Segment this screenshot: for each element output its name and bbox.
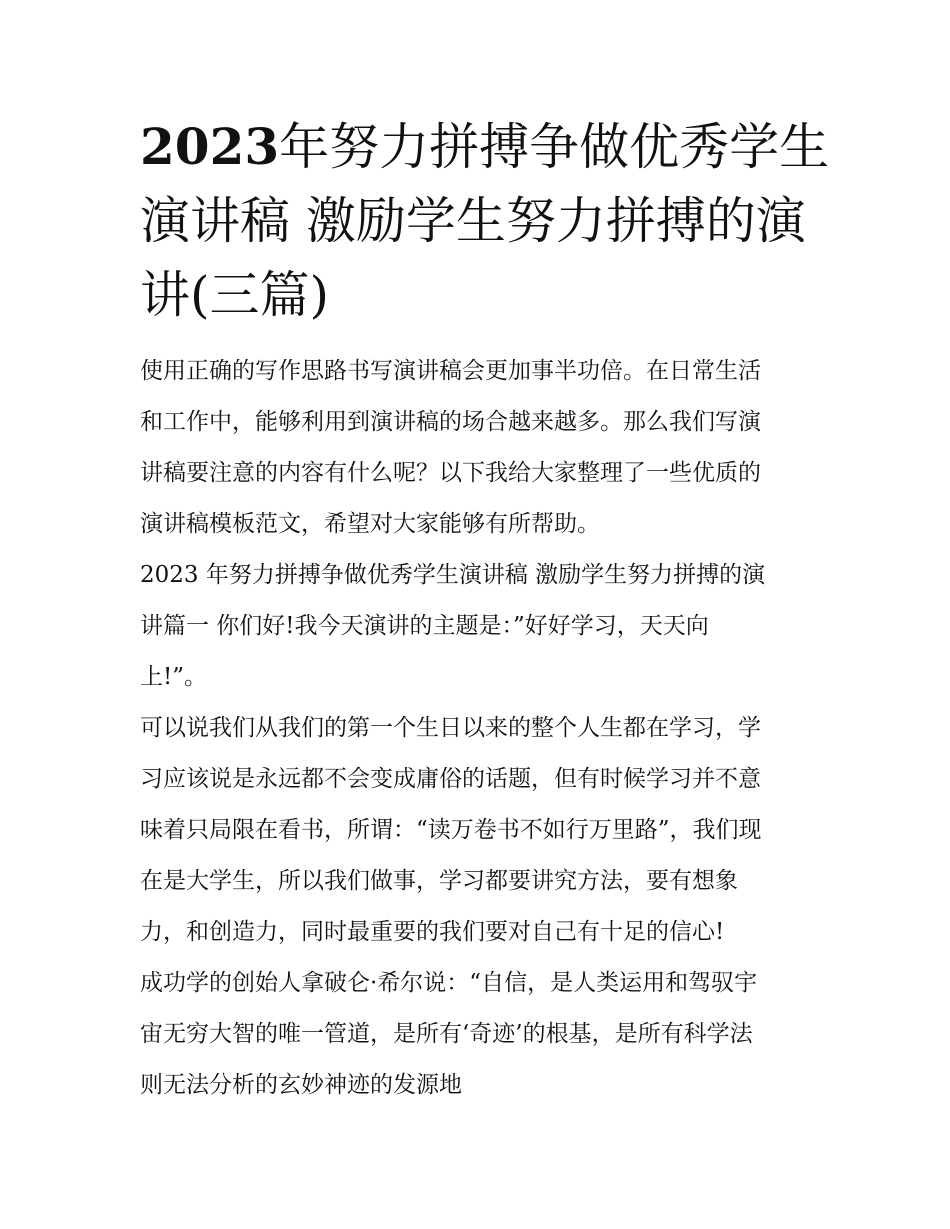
- paragraph-speech-heading: [140, 550, 820, 703]
- title-line-3: 讲(三篇): [140, 266, 330, 324]
- paragraph-line: 则无法分析的玄妙神迹的发源地: [140, 1072, 462, 1098]
- paragraph-line: 在是大学生，所以我们做事，学习都要讲究方法，要有想象: [140, 868, 738, 894]
- title-line-1: [140, 110, 830, 184]
- document-content: [140, 110, 830, 1111]
- paragraph-line: 演讲稿模板范文，希望对大家能够有所帮助。: [140, 511, 600, 537]
- title-line-1-text: 年努力拼搏争做优秀学生: [279, 118, 830, 176]
- paragraph-line: 宙无穷大智的唯一管道，是所有‘奇迹’的根基，是所有科学法: [140, 1021, 753, 1047]
- paragraph-line: 2023 年努力拼搏争做优秀学生演讲稿 激励学生努力拼搏的演: [140, 562, 766, 588]
- paragraph-line: 上!”。: [140, 664, 208, 690]
- title-year: 2023: [140, 117, 280, 176]
- paragraph-line: 使用正确的写作思路书写演讲稿会更加事半功倍。在日常生活: [140, 358, 761, 384]
- paragraph-line: 味着只局限在看书，所谓：“读万卷书不如行万里路”，我们现: [140, 817, 762, 843]
- document-title: [140, 110, 830, 332]
- paragraph-line: 讲篇一 你们好!我今天演讲的主题是：”好好学习，天天向: [140, 613, 709, 639]
- paragraph-learning: [140, 703, 820, 958]
- paragraph-line: 可以说我们从我们的第一个生日以来的整个人生都在学习，学: [140, 715, 761, 741]
- paragraph-intro: [140, 346, 820, 550]
- paragraph-confidence: [140, 958, 820, 1111]
- paragraph-line: 力，和创造力，同时最重要的我们要对自己有十足的信心!: [140, 919, 725, 945]
- paragraph-line: 讲稿要注意的内容有什么呢？以下我给大家整理了一些优质的: [140, 460, 761, 486]
- paragraph-line: 和工作中，能够利用到演讲稿的场合越来越多。那么我们写演: [140, 409, 761, 435]
- paragraph-line: 成功学的创始人拿破仑·希尔说：“自信，是人类运用和驾驭宇: [140, 970, 758, 996]
- paragraph-line: 习应该说是永远都不会变成庸俗的话题，但有时候学习并不意: [140, 766, 761, 792]
- title-line-2: 演讲稿 激励学生努力拼搏的演: [140, 192, 806, 250]
